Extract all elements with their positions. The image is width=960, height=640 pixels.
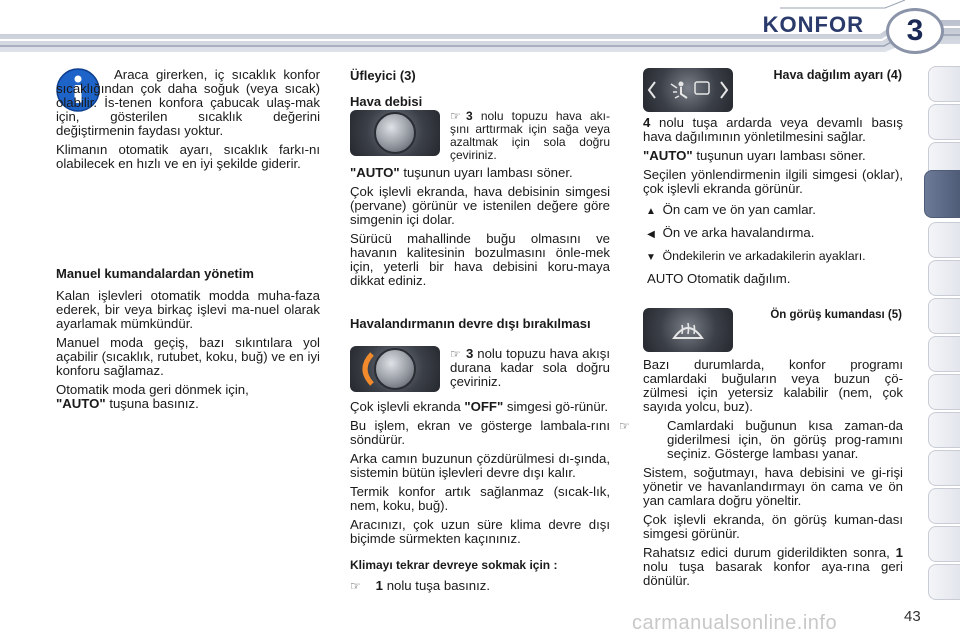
chapter-tab-1[interactable]	[928, 66, 960, 102]
ventilation-off-body: Çok işlevli ekranda "OFF" simgesi gö-rünür. Bu işlem, ekran ve gösterge lambala-rını söndürür. Arka camın buzunun çözdürülmesi dı-şında, sistemin bütün işlevleri devre dışı kalır. Termik konfor artık sağlanmaz (sıcak-lık, nem, koku, buğ). Aracınızı, çok uzun süre klima devre dışı biçimde sürmekten kaçınınız. Klimayı tekrar devreye sokmak için : ☞ 1 nolu tuşa basınız.	[350, 399, 610, 593]
blower-title: Üfleyici (3)	[350, 68, 416, 83]
chapter-tab-7[interactable]	[928, 336, 960, 372]
arrow-up-icon: ▲	[646, 206, 656, 217]
airflow-instruction: ☞ 3 nolu topuzu hava akı-şını arttırmak için sağa veya azaltmak için sola doğru çeviriniz.	[450, 109, 610, 162]
watermark: carmanualsonline.info	[632, 612, 838, 634]
arrow-down-icon: ▼	[646, 252, 656, 263]
info-text-2: Klimanın otomatik ayarı, sıcaklık farkı-nı olabilecek en hızlı ve en iyi şekilde giderir.	[56, 142, 320, 171]
ventilation-off-instruction: ☞ 3 nolu topuzu hava akışı durana kadar sola doğru çeviriniz.	[450, 346, 610, 389]
chapter-title: KONFOR	[762, 12, 864, 37]
arrow-left-icon: ◀	[647, 229, 655, 240]
pointing-hand-icon: ☞	[619, 419, 630, 433]
blower-knob-photo	[350, 110, 440, 156]
chapter-tab-8[interactable]	[928, 374, 960, 410]
knob-off-photo	[350, 346, 440, 392]
visibility-body: Bazı durumlarda, konfor programı camlardaki buğuların veya buzun çö-zülmesi için yetersiz kalabilir (nem, çok sayıda yolcu, buz). ☞ Camlardaki buğunun kısa zaman-da giderilmesi için, ön görüş prog-ramını seçiniz. Gösterge lambası yanar. Sistem, soğutmayı, hava debisini ve gi-rişi yönetir ve havanlandırmayı ön cama ve ön yan camlara doğru yöneltir. Çok işlevli ekranda, ön görüş kuman-dası simgesi görünür. Rahatsız edici durum giderildikten sonra, 1 nolu tuşa basarak konfor aya-rına geri dönülür.	[619, 357, 903, 588]
chapter-tab-12[interactable]	[928, 526, 960, 562]
info-text: Araca girerken, iç sıcaklık konfor sıcaklığından çok daha soğuk (veya sıcak) olabilir. İs-tenen konfora çabucak ulaş-mak için, gösterilen sıcaklık değerini değiştirmenin faydası yoktur.	[56, 67, 320, 138]
chapter-tab-4[interactable]	[928, 222, 960, 258]
chapter-tab-active[interactable]	[924, 170, 960, 218]
chapter-tab-6[interactable]	[928, 298, 960, 334]
manual-paragraph-1: Kalan işlevleri otomatik modda muha-faza ederek, bir veya birkaç işlevi ma-nuel olarak ayarlamak mümkündür.	[56, 288, 320, 331]
demist-button-photo	[643, 308, 733, 352]
restart-title: Klimayı tekrar devreye sokmak için :	[350, 558, 558, 572]
chapter-number-badge: 3	[886, 8, 944, 54]
pointing-hand-icon: ☞	[450, 109, 461, 123]
manual-title: Manuel kumandalardan yönetim	[56, 266, 254, 281]
rotate-left-arrow-icon	[356, 350, 376, 388]
knob-icon	[374, 348, 416, 390]
ventilation-off-title-block	[350, 316, 610, 331]
ventilation-off-title: Havalandırmanın devre dışı bırakılması	[350, 316, 591, 331]
airflow-body: "AUTO" tuşunun uyarı lambası söner. Çok işlevli ekranda, hava debisinin simgesi (pervane) görünür ve istenilen değere göre simgenin içi dolar. Sürücü mahallinde buğu olmasını ve havanın kalitesinin bozulmasını önle-mek için, yeterli bir hava debisini koru-maya dikkat ediniz.	[350, 165, 610, 288]
manual-paragraph-3: Otomatik moda geri dönmek için, "AUTO" tuşuna basınız.	[56, 382, 249, 411]
pointing-hand-icon: ☞	[450, 347, 461, 361]
pointing-hand-icon: ☞	[350, 579, 361, 593]
info-block	[56, 68, 320, 171]
distribution-panel-photo	[643, 68, 733, 112]
chapter-tab-11[interactable]	[928, 488, 960, 524]
chapter-tab-10[interactable]	[928, 450, 960, 486]
chapter-tab-13[interactable]	[928, 564, 960, 600]
airflow-title: Hava debisi	[350, 94, 423, 109]
visibility-title: Ön görüş kumandası (5)	[770, 309, 902, 321]
page-number: 43	[904, 608, 921, 625]
knob-icon	[374, 112, 416, 154]
distribution-title: Hava dağılım ayarı (4)	[773, 68, 902, 82]
manual-paragraph-2: Manuel moda geçiş, bazı sıkıntılara yol açabilir (sıcaklık, rutubet, koku, buğ) ve en iyi konforu sağlamaz.	[56, 335, 320, 378]
windscreen-demist-icon	[671, 316, 705, 344]
blower-section	[350, 68, 610, 109]
chapter-tab-5[interactable]	[928, 260, 960, 296]
chapter-tab-2[interactable]	[928, 104, 960, 140]
distribution-body: 4 nolu tuşa ardarda veya devamlı basış hava dağılımının yönletilmesini sağlar. "AUTO" tuşunun uyarı lambası söner. Seçilen yönlendirmenin ilgili simgesi (oklar), çok işlevli ekranda görünür. ▲ Ön cam ve ön yan camlar. ◀ Ön ve arka havalandırma. ▼ Öndekilerin ve arkadakilerin ayakları. AUTO Otomatik dağılım.	[643, 115, 903, 286]
chapter-tab-9[interactable]	[928, 412, 960, 448]
manual-section	[56, 266, 320, 411]
distribution-buttons-icon	[647, 78, 729, 102]
